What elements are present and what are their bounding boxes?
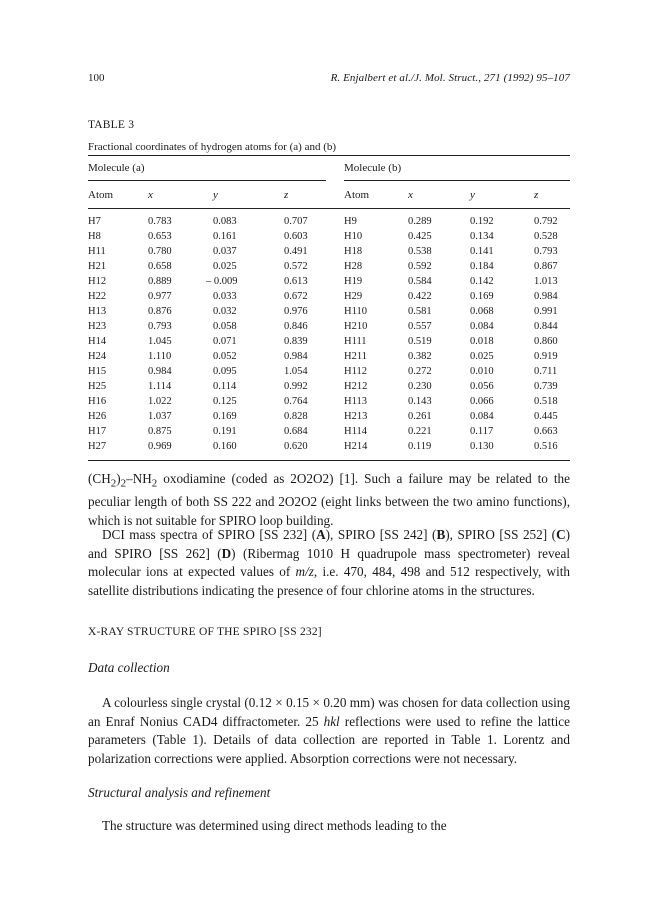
- cell-z-a: 0.620: [284, 441, 308, 452]
- cell-z-a: 0.684: [284, 426, 308, 437]
- cell-x-a: 0.875: [148, 426, 172, 437]
- paragraph-oxodiamine: $(CH_2)_2-NH_2$ oxodiamine (coded as 2O2O2) [1]. Such a failure may be related to the peculiar length of both SS 222 and 2O2O2 (eight links between the two amino functions), which is not suitable for SPIRO loop building.: [88, 471, 570, 528]
- cell-z-b: 0.445: [534, 411, 558, 422]
- paragraph-data-collection: A colourless single crystal (0.12 × 0.15 × 0.20 mm) was chosen for data collection using an Enraf Nonius CAD4 diffractometer. 25 hkl reflections were used to refine the lattice parameters (Table 1). Details of data collection are reported in Table 1. Lorentz and polarization corrections were applied. Absorption corrections were not necessary.: [88, 695, 570, 766]
- cell-z-b: 0.844: [534, 321, 558, 332]
- cell-x-b: 0.538: [408, 246, 432, 257]
- group-rule-b: [344, 180, 570, 181]
- cell-x-a: 1.110: [148, 351, 172, 362]
- cell-y-a: 0.033: [213, 291, 237, 302]
- cell-x-b: 0.581: [408, 306, 432, 317]
- paragraph-mass-spectra: DCI mass spectra of SPIRO [SS 232] (A), SPIRO [SS 242] (B), SPIRO [SS 252] (C) and SPIRO [SS 262] (D) (Ribermag 1010 H quadrupole mass spectrometer) reveal molecular ions at expected values of m/z, i.e. 470, 484, 498 and 512 respectively, with satellite distributions indicating the presence of four chlorine atoms in the structures.: [88, 527, 571, 598]
- cell-z-a: 0.491: [284, 246, 308, 257]
- cell-x-b: 0.422: [408, 291, 432, 302]
- journal-citation: R. Enjalbert et al./J. Mol. Struct., 271 (1992) 95–107: [330, 72, 570, 84]
- cell-y-b: 0.010: [470, 366, 494, 377]
- cell-atom-b: H112: [344, 366, 367, 377]
- cell-y-a: – 0.009: [206, 276, 238, 287]
- cell-x-b: 0.382: [408, 351, 432, 362]
- paragraph-structure-determination: The structure was determined using direct methods leading to the: [102, 818, 447, 833]
- column-header-z-a: z: [284, 189, 289, 201]
- cell-y-b: 0.068: [470, 306, 494, 317]
- cell-x-a: 0.969: [148, 441, 172, 452]
- cell-y-a: 0.095: [213, 366, 237, 377]
- table-bottom-rule: [88, 460, 570, 461]
- cell-x-b: 0.272: [408, 366, 432, 377]
- table-row: [88, 322, 570, 337]
- cell-x-a: 0.783: [148, 216, 172, 227]
- table-caption: Fractional coordinates of hydrogen atoms for (a) and (b): [88, 141, 337, 153]
- cell-atom-a: H24: [88, 351, 107, 362]
- cell-atom-b: H210: [344, 321, 368, 332]
- cell-x-a: 1.114: [148, 381, 172, 392]
- cell-atom-b: H212: [344, 381, 368, 392]
- cell-x-a: 0.653: [148, 231, 172, 242]
- table-row: [88, 307, 570, 322]
- cell-x-a: 0.876: [148, 306, 172, 317]
- cell-x-a: 0.780: [148, 246, 172, 257]
- cell-y-b: 0.130: [470, 441, 494, 452]
- table-row: [88, 427, 570, 442]
- table-row: [88, 292, 570, 307]
- cell-z-b: 0.528: [534, 231, 558, 242]
- cell-x-b: 0.519: [408, 336, 432, 347]
- cell-x-a: 1.022: [148, 396, 172, 407]
- cell-z-a: 0.992: [284, 381, 308, 392]
- cell-y-a: 0.191: [213, 426, 237, 437]
- cell-atom-a: H7: [88, 216, 101, 227]
- column-header-y-a: y: [213, 189, 218, 201]
- cell-y-b: 0.192: [470, 216, 494, 227]
- cell-y-a: 0.169: [213, 411, 237, 422]
- cell-atom-b: H113: [344, 396, 367, 407]
- cell-z-b: 0.711: [534, 366, 558, 377]
- cell-atom-a: H14: [88, 336, 107, 347]
- column-header-atom-a: Atom: [88, 189, 114, 201]
- cell-atom-a: H16: [88, 396, 107, 407]
- cell-y-a: 0.025: [213, 261, 237, 272]
- cell-atom-b: H18: [344, 246, 363, 257]
- cell-z-b: 0.739: [534, 381, 558, 392]
- cell-x-b: 0.584: [408, 276, 432, 287]
- table-row: [88, 277, 570, 292]
- cell-y-a: 0.058: [213, 321, 237, 332]
- cell-y-a: 0.125: [213, 396, 237, 407]
- cell-z-a: 0.764: [284, 396, 308, 407]
- cell-z-a: 0.846: [284, 321, 308, 332]
- table-row: [88, 367, 570, 382]
- cell-z-b: 0.792: [534, 216, 558, 227]
- column-header-x-b: x: [408, 189, 413, 201]
- cell-y-b: 0.025: [470, 351, 494, 362]
- table-row: [88, 217, 570, 232]
- cell-atom-a: H12: [88, 276, 107, 287]
- table-header-rule: [88, 208, 570, 209]
- cell-z-b: 0.991: [534, 306, 558, 317]
- cell-y-a: 0.160: [213, 441, 237, 452]
- cell-atom-b: H10: [344, 231, 363, 242]
- subheading-structural-analysis: Structural analysis and refinement: [88, 785, 271, 800]
- cell-atom-a: H21: [88, 261, 107, 272]
- cell-y-b: 0.084: [470, 411, 494, 422]
- cell-y-a: 0.071: [213, 336, 237, 347]
- cell-y-a: 0.114: [213, 381, 237, 392]
- cell-y-a: 0.083: [213, 216, 237, 227]
- cell-atom-a: H17: [88, 426, 107, 437]
- cell-x-a: 0.889: [148, 276, 172, 287]
- cell-atom-a: H15: [88, 366, 107, 377]
- cell-y-b: 0.117: [470, 426, 494, 437]
- cell-atom-b: H28: [344, 261, 363, 272]
- cell-z-b: 1.013: [534, 276, 558, 287]
- cell-atom-b: H213: [344, 411, 368, 422]
- page-number: 100: [88, 72, 105, 84]
- cell-z-a: 0.707: [284, 216, 308, 227]
- cell-atom-a: H23: [88, 321, 107, 332]
- cell-z-b: 0.793: [534, 246, 558, 257]
- table-row: [88, 382, 570, 397]
- cell-x-b: 0.261: [408, 411, 432, 422]
- cell-atom-a: H11: [88, 246, 106, 257]
- cell-x-b: 0.119: [408, 441, 432, 452]
- table-row: [88, 247, 570, 262]
- cell-z-a: 0.976: [284, 306, 308, 317]
- group-header-molecule-b: Molecule (b): [344, 162, 402, 174]
- cell-atom-a: H27: [88, 441, 107, 452]
- cell-x-a: 0.977: [148, 291, 172, 302]
- cell-atom-a: H13: [88, 306, 107, 317]
- cell-z-a: 0.613: [284, 276, 308, 287]
- table-top-rule: [88, 155, 570, 156]
- cell-z-b: 0.518: [534, 396, 558, 407]
- cell-x-a: 1.037: [148, 411, 172, 422]
- cell-z-b: 0.860: [534, 336, 558, 347]
- column-header-atom-b: Atom: [344, 189, 370, 201]
- cell-z-b: 0.516: [534, 441, 558, 452]
- cell-y-b: 0.141: [470, 246, 494, 257]
- cell-atom-a: H25: [88, 381, 107, 392]
- cell-x-b: 0.592: [408, 261, 432, 272]
- subheading-data-collection: Data collection: [88, 660, 170, 675]
- cell-z-b: 0.663: [534, 426, 558, 437]
- cell-y-b: 0.056: [470, 381, 494, 392]
- group-header-molecule-a: Molecule (a): [88, 162, 145, 174]
- cell-z-b: 0.867: [534, 261, 558, 272]
- cell-atom-b: H29: [344, 291, 363, 302]
- cell-atom-a: H26: [88, 411, 107, 422]
- cell-z-b: 0.984: [534, 291, 558, 302]
- table-row: [88, 352, 570, 367]
- cell-x-a: 0.984: [148, 366, 172, 377]
- column-header-x-a: x: [148, 189, 153, 201]
- group-rule-a: [88, 180, 326, 181]
- cell-x-a: 0.658: [148, 261, 172, 272]
- cell-atom-a: H22: [88, 291, 107, 302]
- cell-z-a: 0.839: [284, 336, 308, 347]
- cell-z-a: 1.054: [284, 366, 308, 377]
- cell-y-b: 0.018: [470, 336, 494, 347]
- cell-atom-a: H8: [88, 231, 101, 242]
- cell-atom-b: H211: [344, 351, 367, 362]
- table-row: [88, 412, 570, 427]
- cell-y-b: 0.084: [470, 321, 494, 332]
- cell-y-b: 0.169: [470, 291, 494, 302]
- cell-x-a: 0.793: [148, 321, 172, 332]
- column-header-z-b: z: [534, 189, 539, 201]
- cell-z-a: 0.672: [284, 291, 308, 302]
- cell-z-a: 0.984: [284, 351, 308, 362]
- cell-z-a: 0.572: [284, 261, 308, 272]
- cell-atom-b: H19: [344, 276, 363, 287]
- cell-y-b: 0.184: [470, 261, 494, 272]
- cell-z-a: 0.603: [284, 231, 308, 242]
- cell-y-a: 0.037: [213, 246, 237, 257]
- cell-x-b: 0.143: [408, 396, 432, 407]
- cell-x-b: 0.221: [408, 426, 432, 437]
- cell-atom-b: H110: [344, 306, 367, 317]
- cell-x-b: 0.425: [408, 231, 432, 242]
- cell-y-a: 0.161: [213, 231, 237, 242]
- cell-x-b: 0.230: [408, 381, 432, 392]
- table-row: [88, 262, 570, 277]
- cell-x-b: 0.289: [408, 216, 432, 227]
- cell-x-a: 1.045: [148, 336, 172, 347]
- table-label: TABLE 3: [88, 119, 135, 131]
- cell-atom-b: H9: [344, 216, 357, 227]
- cell-y-a: 0.052: [213, 351, 237, 362]
- cell-y-a: 0.032: [213, 306, 237, 317]
- cell-atom-b: H214: [344, 441, 368, 452]
- table-row: [88, 337, 570, 352]
- cell-x-b: 0.557: [408, 321, 432, 332]
- cell-y-b: 0.066: [470, 396, 494, 407]
- cell-y-b: 0.134: [470, 231, 494, 242]
- cell-z-a: 0.828: [284, 411, 308, 422]
- column-header-y-b: y: [470, 189, 475, 201]
- cell-y-b: 0.142: [470, 276, 494, 287]
- table-row: [88, 397, 570, 412]
- table-row: [88, 442, 570, 457]
- table-row: [88, 232, 570, 247]
- cell-atom-b: H114: [344, 426, 367, 437]
- cell-z-b: 0.919: [534, 351, 558, 362]
- cell-atom-b: H111: [344, 336, 367, 347]
- section-heading: X-RAY STRUCTURE OF THE SPIRO [SS 232]: [88, 626, 322, 638]
